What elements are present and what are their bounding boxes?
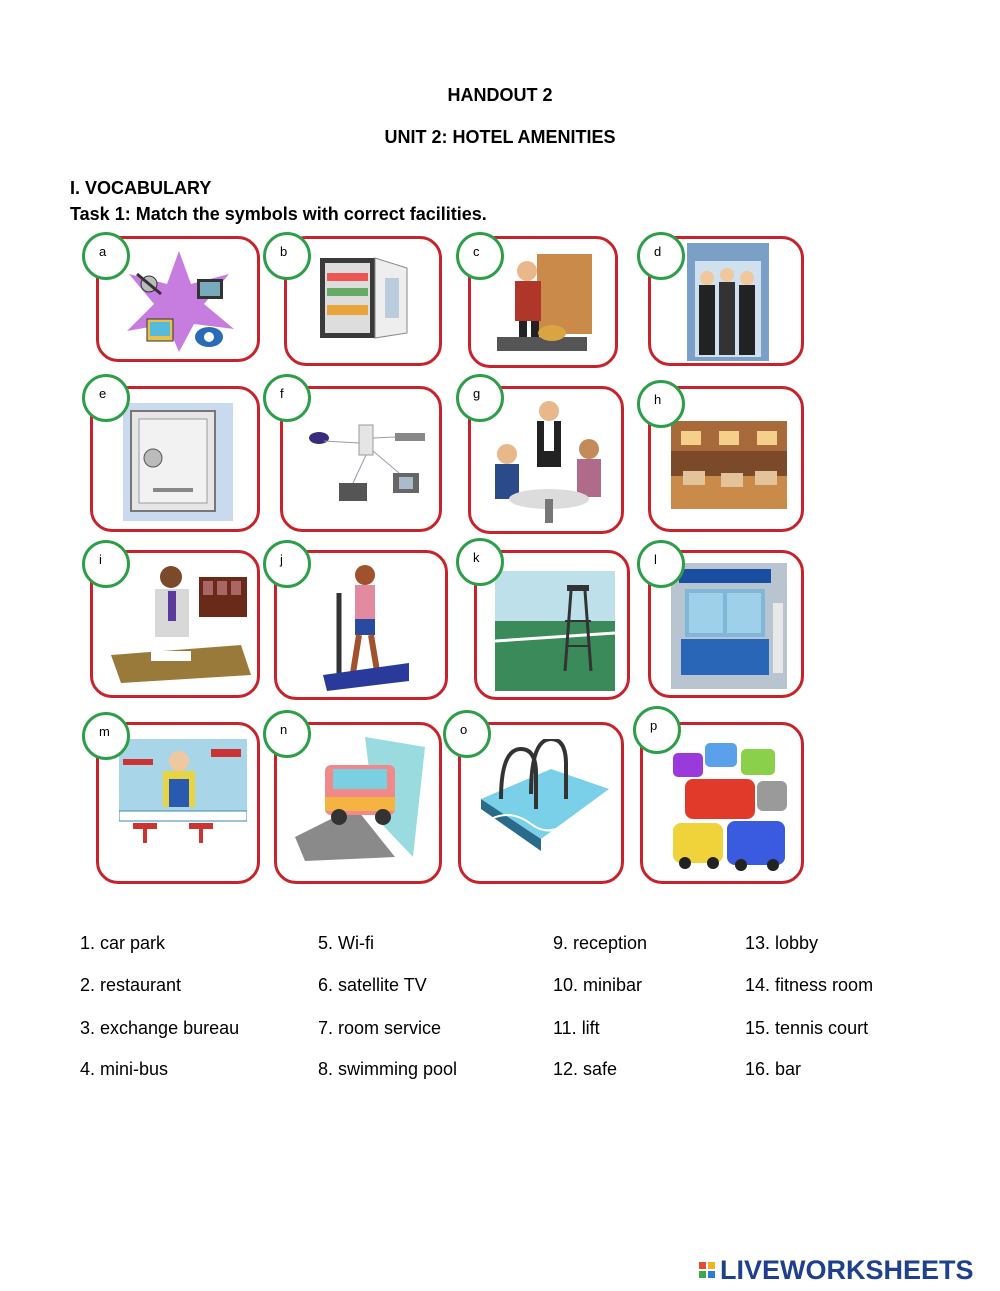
badge-o: o	[443, 710, 491, 758]
mini-bus-icon	[295, 737, 425, 861]
badge-n: n	[263, 710, 311, 758]
car-park-icon	[665, 735, 791, 873]
word-item: 1. car park	[80, 933, 166, 953]
word-item: 15. tennis court	[745, 1018, 869, 1038]
liveworksheets-logo-icon	[698, 1261, 716, 1279]
exchange-bureau-icon	[671, 563, 787, 689]
liveworksheets-logo[interactable]	[698, 1255, 974, 1285]
word-item: 7. room service	[318, 1018, 442, 1038]
bar-icon	[119, 739, 247, 845]
badge-l: l	[637, 540, 685, 588]
badge-a: a	[82, 232, 130, 280]
satellite-tv-icon	[119, 249, 239, 354]
word-item: 6. satellite TV	[318, 975, 427, 995]
fitness-room-icon	[319, 563, 411, 693]
badge-f: f	[263, 374, 311, 422]
badge-m: m	[82, 712, 130, 760]
word-item: 11. lift	[553, 1018, 600, 1038]
badge-c: c	[456, 232, 504, 280]
badge-j: j	[263, 540, 311, 588]
tennis-court-icon	[495, 571, 615, 691]
badge-k: k	[456, 538, 504, 586]
badge-i: i	[82, 540, 130, 588]
unit-title: UNIT 2: HOTEL AMENITIES	[384, 127, 616, 147]
badge-e: e	[82, 374, 130, 422]
room-service-icon	[497, 249, 597, 361]
swimming-pool-icon	[481, 739, 609, 851]
word-item: 5. Wi-fi	[318, 933, 374, 953]
word-item: 2. restaurant	[80, 975, 182, 995]
task-heading: Task 1: Match the symbols with correct facilities.	[70, 204, 487, 224]
badge-g: g	[456, 374, 504, 422]
word-item: 13. lobby	[745, 933, 819, 953]
badge-b: b	[263, 232, 311, 280]
word-item: 4. mini-bus	[80, 1059, 169, 1079]
section-heading: I. VOCABULARY	[70, 178, 212, 198]
restaurant-icon	[489, 399, 609, 527]
minibar-icon	[315, 253, 410, 343]
badge-h: h	[637, 380, 685, 428]
word-item: 9. reception	[553, 933, 648, 953]
word-item: 16. bar	[745, 1059, 802, 1079]
safe-icon	[123, 403, 233, 521]
lobby-icon	[671, 421, 787, 509]
word-item: 8. swimming pool	[318, 1059, 458, 1079]
badge-d: d	[637, 232, 685, 280]
badge-p: p	[633, 706, 681, 754]
liveworksheets-logo-text: LIVEWORKSHEETS	[720, 1254, 974, 1285]
word-item: 10. minibar	[553, 975, 643, 995]
reception-icon	[111, 565, 251, 691]
handout-title: HANDOUT 2	[447, 85, 553, 105]
word-item: 3. exchange bureau	[80, 1018, 240, 1038]
word-item: 14. fitness room	[745, 975, 874, 995]
word-item: 12. safe	[553, 1059, 618, 1079]
lift-icon	[687, 243, 769, 361]
wifi-network-icon	[299, 413, 429, 513]
